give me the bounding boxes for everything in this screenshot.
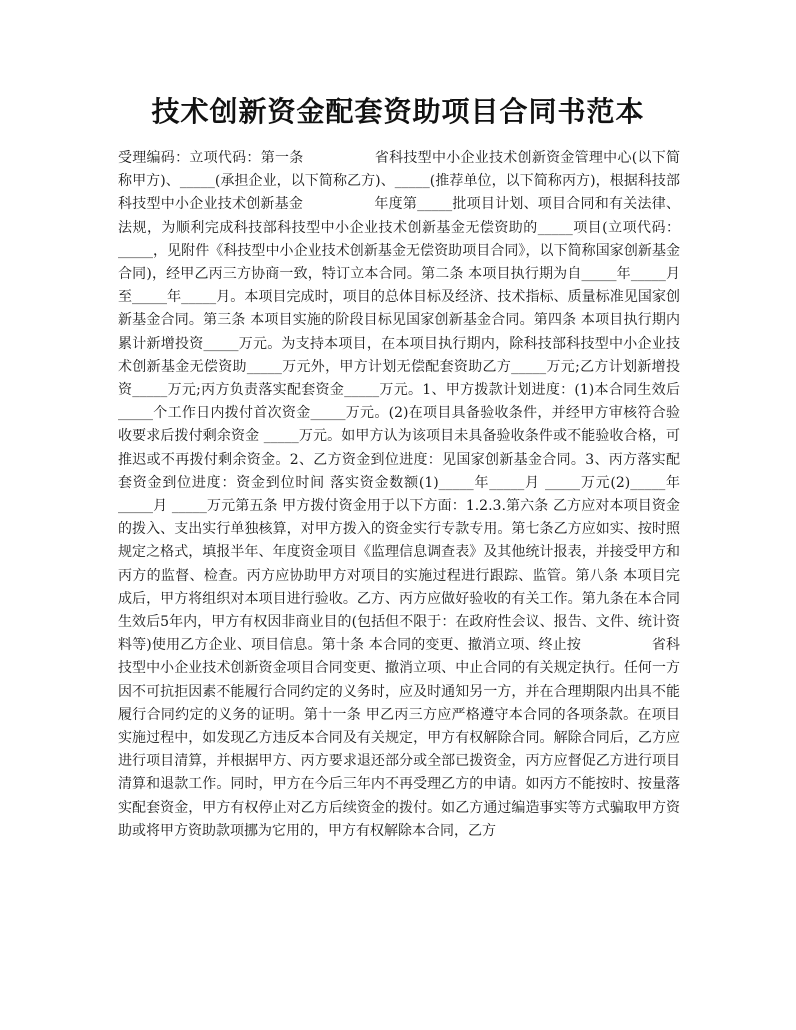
body-paragraph: 受理编码：立项代码：第一条 省科技型中小企业技术创新资金管理中心(以下简称甲方)、_____(承担企业，以下简称乙方)、_____(推荐单位，以下简称丙方)，根据科技部科技型中小企业技术创新基金 年度第_____批项目计划、项目合同和有关法律、法规，为顺利完成科技部科技型中小企业技术创新基金无偿资助的_____项目(立项代码：_____，见附件《科技型中小企业技术创新基金无偿资助项目合同》，以下简称国家创新基金合同)，经甲乙丙三方协商一致，特订立本合同。第二条 本项目执行期为自_____年_____月至_____年_____月。本项目完成时，项目的总体目标及经济、技术指标、质量标准见国家创新基金合同。第三条 本项目实施的阶段目标见国家创新基金合同。第四条 本项目执行期内累计新增投资_____万元。为支持本项目，在本项目执行期内，除科技部科技型中小企业技术创新基金无偿资助_____万元外，甲方计划无偿配套资助乙方_____万元;乙方计划新增投资_____万元;丙方负责落实配套资金_____万元。1、甲方拨款计划进度：(1)本合同生效后_____个工作日内拨付首次资金_____万元。(2)在项目具备验收条件，并经甲方审核符合验收要求后拨付剩余资金 _____万元。如甲方认为该项目未具备验收条件或不能验收合格，可推迟或不再拨付剩余资金。2、乙方资金到位进度：见国家创新基金合同。3、丙方落实配套资金到位进度：资金到位时间 落实资金数额(1)_____年_____月 _____万元(2)_____年_____月 _____万元第五条 甲方拨付资金用于以下方面：1.2.3.第六条 乙方应对本项目资金的拨入、支出实行单独核算，对甲方拨入的资金实行专款专用。第七条乙方应如实、按时照规定之格式，填报半年、年度资金项目《监理信息调查表》及其他统计报表，并接受甲方和丙方的监督、检查。丙方应协助甲方对项目的实施过程进行跟踪、监管。第八条 本项目完成后，甲方将组织对本项目进行验收。乙方、丙方应做好验收的有关工作。第九条在本合同生效后5年内，甲方有权因非商业目的(包括但不限于：在政府性会议、报告、文件、统计资料等)使用乙方企业、项目信息。第十条 本合同的变更、撤消立项、终止按 省科技型中小企业技术创新资金项目合同变更、撤消立项、中止合同的有关规定执行。任何一方因不可抗拒因素不能履行合同约定的义务时，应及时通知另一方，并在合理期限内出具不能履行合同约定的义务的证明。第十一条 甲乙丙三方应严格遵守本合同的各项条款。在项目实施过程中，如发现乙方违反本合同及有关规定，甲方有权解除合同。解除合同后，乙方应进行项目清算，并根据甲方、丙方要求退还部分或全部已拨资金，丙方应督促乙方进行项目清算和退款工作。同时，甲方在今后三年内不再受理乙方的申请。如丙方不能按时、按量落实配套资金，甲方有权停止对乙方后续资金的拨付。如乙方通过编造事实等方式骗取甲方资助或将甲方资助款项挪为它用的，甲方有权解除本合同，乙方 — [118, 150, 680, 839]
document-body — [118, 147, 680, 843]
document-title: 技术创新资金配套资助项目合同书范本 — [151, 95, 645, 128]
